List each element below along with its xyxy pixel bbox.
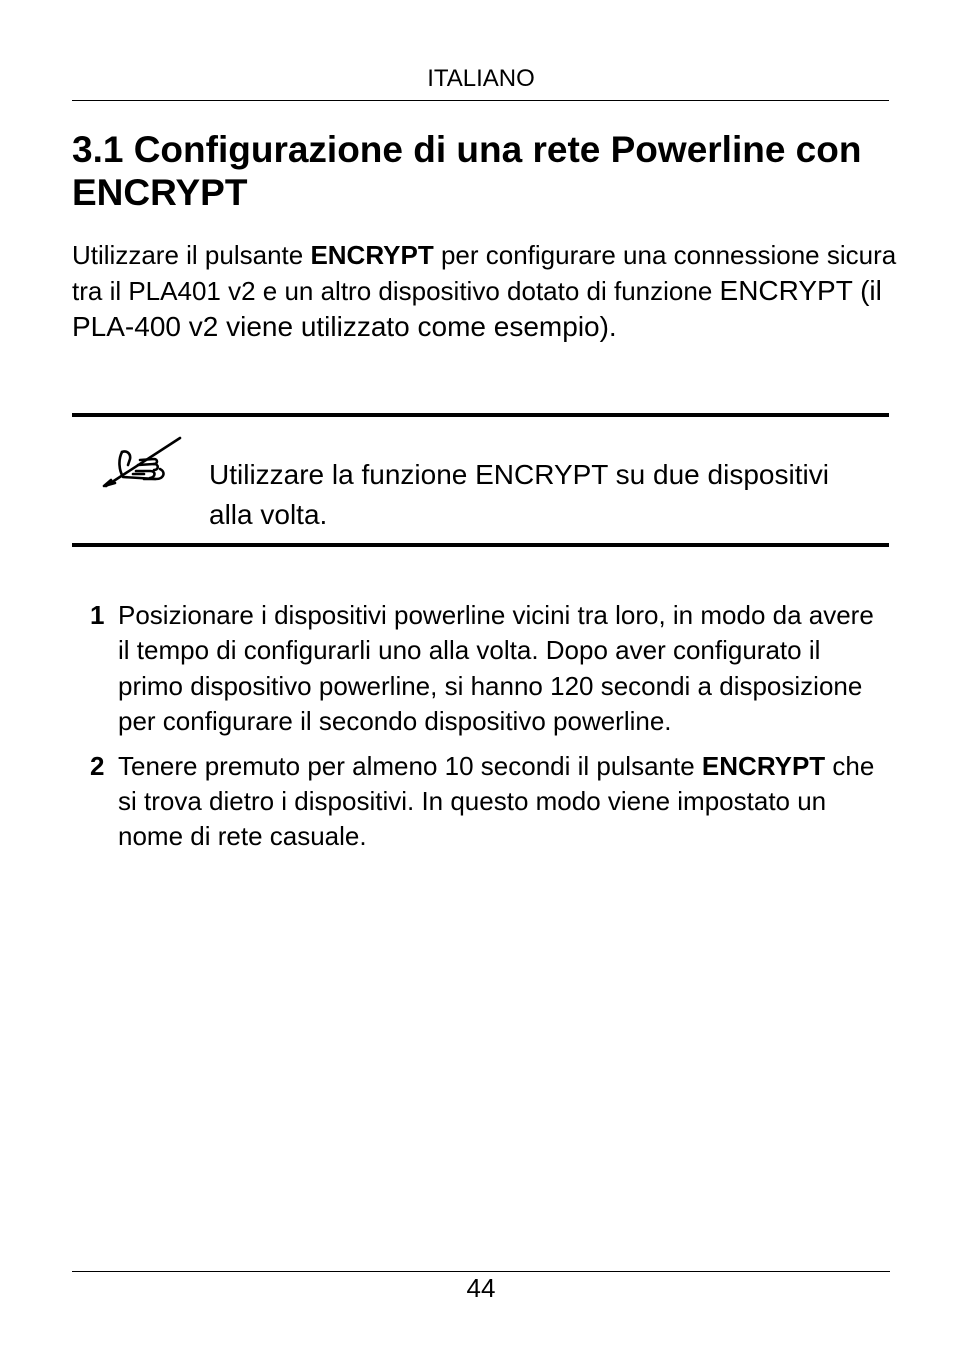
intro-text-3: ENCRYPT (il PLA-400 v2 viene utilizzato come esempio). — [72, 275, 882, 342]
list-item — [90, 749, 890, 855]
header-language: ITALIANO — [427, 65, 535, 92]
page-number: 44 — [466, 1273, 496, 1303]
step-number: 2 — [90, 750, 105, 781]
note-box — [72, 413, 889, 547]
intro-text-1: Utilizzare il pulsante — [72, 240, 311, 270]
step-text: Posizionare i dispositivi powerline vicini tra loro, in modo da avere il tempo di configurarli uno alla volta. Dopo aver configurato il primo dispositivo powerline, si hanno 120 secondi a disposizione per configurare il secondo dispositivo powerline. — [118, 600, 874, 737]
header-rule — [72, 100, 889, 101]
step-number: 1 — [90, 600, 105, 630]
step-encrypt-bold: ENCRYPT — [701, 750, 826, 781]
steps-list — [90, 598, 890, 864]
intro-encrypt-bold: ENCRYPT — [310, 240, 434, 270]
intro-paragraph — [72, 238, 902, 345]
list-item — [90, 598, 890, 740]
step-text-after: che si trova dietro i dispositivi. In questo modo viene impostato un nome di rete casuale. — [118, 750, 875, 852]
step-text-before: Tenere premuto per almeno 10 secondi il pulsante — [118, 750, 702, 781]
writing-hand-icon — [100, 433, 182, 489]
section-title: 3.1 Configurazione di una rete Powerline con ENCRYPT — [72, 129, 862, 213]
note-text: Utilizzare la funzione ENCRYPT su due dispositivi alla volta. — [209, 459, 829, 530]
intro-text-2: per configurare una connessione sicura tra il PLA401 v2 e un altro dispositivo dotato di funzione — [72, 240, 897, 306]
